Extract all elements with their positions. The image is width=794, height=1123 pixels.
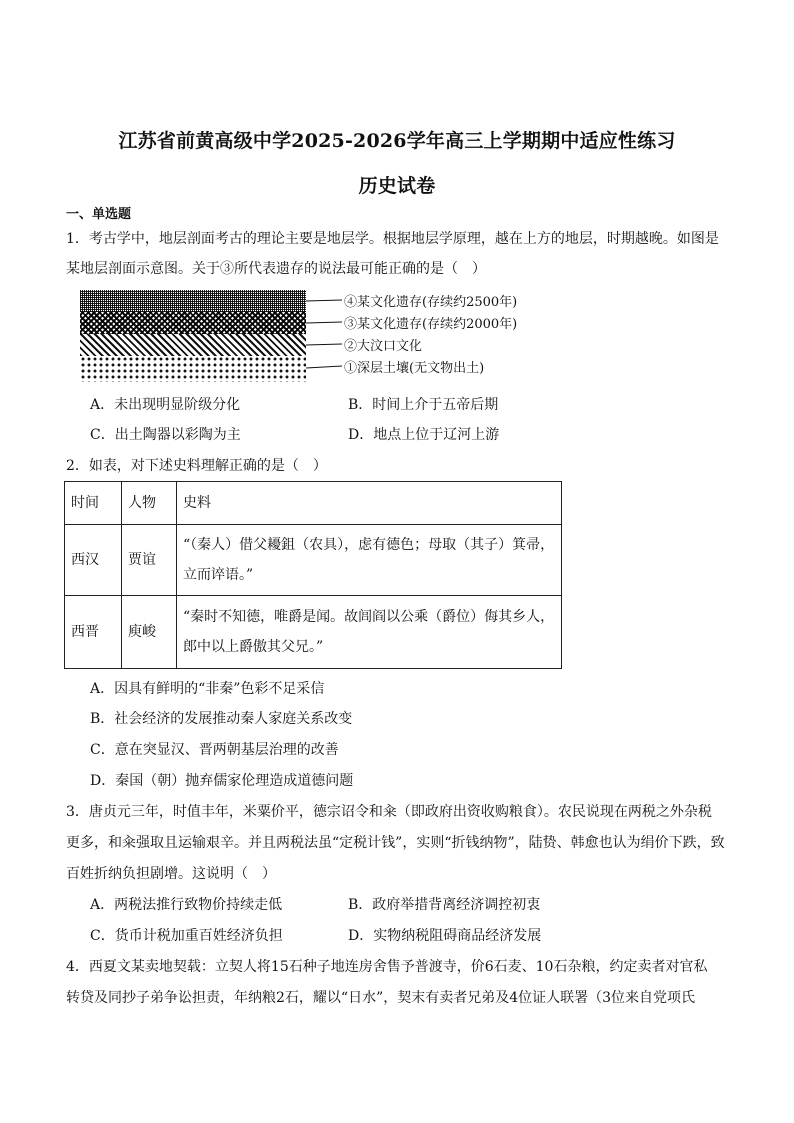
q3-option-b[interactable]: B．政府举措背离经济调控初衷 [348,897,541,913]
strata-label-3: ③某文化遗存(存续约2000年) [344,317,518,332]
table-cell-source [177,596,562,669]
q2-option-d[interactable]: D．秦国（朝）抛弃儒家伦理造成道德问题 [90,773,354,789]
strata-label-4: ④某文化遗存(存续约2500年) [344,295,518,310]
strata-diagram [80,290,306,382]
q2-stem: 2．如表，对下述史料理解正确的是（ ） [66,458,327,474]
source-table [64,481,562,669]
q4-stem-line-2: 转贷及同抄子弟争讼担责，年纳粮2石，耀以“日水”，契末有卖者兄弟及4位证人联署（3位来自党项氏 [66,990,696,1006]
table-header-person: 人物 [122,482,177,525]
table-row [65,525,562,596]
exam-subtitle: 历史试卷 [358,175,436,197]
source-text-line: 立而谇语。” [183,567,254,583]
q3-stem-line-2: 更多，和籴强取且运输艰辛。并且两税法虽“定税计钱”，实则“折钱纳物”，陆贽、韩愈也认为绢价下跌，致 [66,835,725,851]
source-text-line: “（秦人）借父耰鉏（农具），虑有德色；母取（其子）箕帚， [183,537,555,553]
table-header-row [65,482,562,525]
source-text-line: “秦时不知德，唯爵是闻。故闾阎以公乘（爵位）侮其乡人， [183,609,555,625]
q2-option-c[interactable]: C．意在突显汉、晋两朝基层治理的改善 [90,742,339,758]
q1-option-a[interactable]: A．未出现明显阶级分化 [90,397,241,413]
exam-title: 江苏省前黄高级中学2025-2026学年高三上学期期中适应性练习 [118,130,676,152]
q1-option-c[interactable]: C．出土陶器以彩陶为主 [90,427,241,443]
strata-label-2: ②大汶口文化 [344,339,423,354]
q3-stem-line-1: 3．唐贞元三年，时值丰年，米粟价平，德宗诏令和籴（即政府出资收购粮食）。农民说现在两税之外杂税 [66,804,712,820]
table-cell-time: 西汉 [65,525,122,596]
source-text-line: 郎中以上爵傲其父兄。” [183,639,324,655]
q1-option-d[interactable]: D．地点上位于辽河上游 [348,427,500,443]
q2-option-a[interactable]: A．因具有鲜明的“非秦”色彩不足采信 [90,681,325,697]
stratum-1 [80,356,306,382]
q1-stem-line-1: 1．考古学中，地层剖面考古的理论主要是地层学。根据地层学原理，越在上方的地层，时期越晚。如图是 [66,231,719,247]
q3-option-a[interactable]: A．两税法推行致物价持续走低 [90,897,283,913]
q1-option-b[interactable]: B．时间上介于五帝后期 [348,397,499,413]
stratum-3 [80,312,306,334]
stratum-4 [80,290,306,312]
q3-stem-line-3: 百姓折纳负担剧增。这说明（ ） [66,866,276,882]
table-cell-person: 庾峻 [122,596,177,669]
table-header-source: 史料 [177,482,562,525]
table-row [65,596,562,669]
q2-option-b[interactable]: B．社会经济的发展推动秦人家庭关系改变 [90,711,353,727]
table-cell-source [177,525,562,596]
stratum-2 [80,334,306,356]
q4-stem-line-1: 4．西夏文某卖地契载：立契人将15石种子地连房舍售予普渡寺，价6石麦、10石杂粮，约定卖者对官私 [66,959,708,975]
q3-option-d[interactable]: D．实物纳税阻碍商品经济发展 [348,928,542,944]
strata-label-1: ①深层土壤(无文物出土) [344,361,485,376]
q1-stem-line-2: 某地层剖面示意图。关于③所代表遗存的说法最可能正确的是（ ） [66,261,486,277]
table-cell-person: 贾谊 [122,525,177,596]
section-heading: 一、单选题 [66,207,132,222]
q3-option-c[interactable]: C．货币计税加重百姓经济负担 [90,928,283,944]
table-header-time: 时间 [65,482,122,525]
table-cell-time: 西晋 [65,596,122,669]
strata-leader-lines [306,290,346,382]
